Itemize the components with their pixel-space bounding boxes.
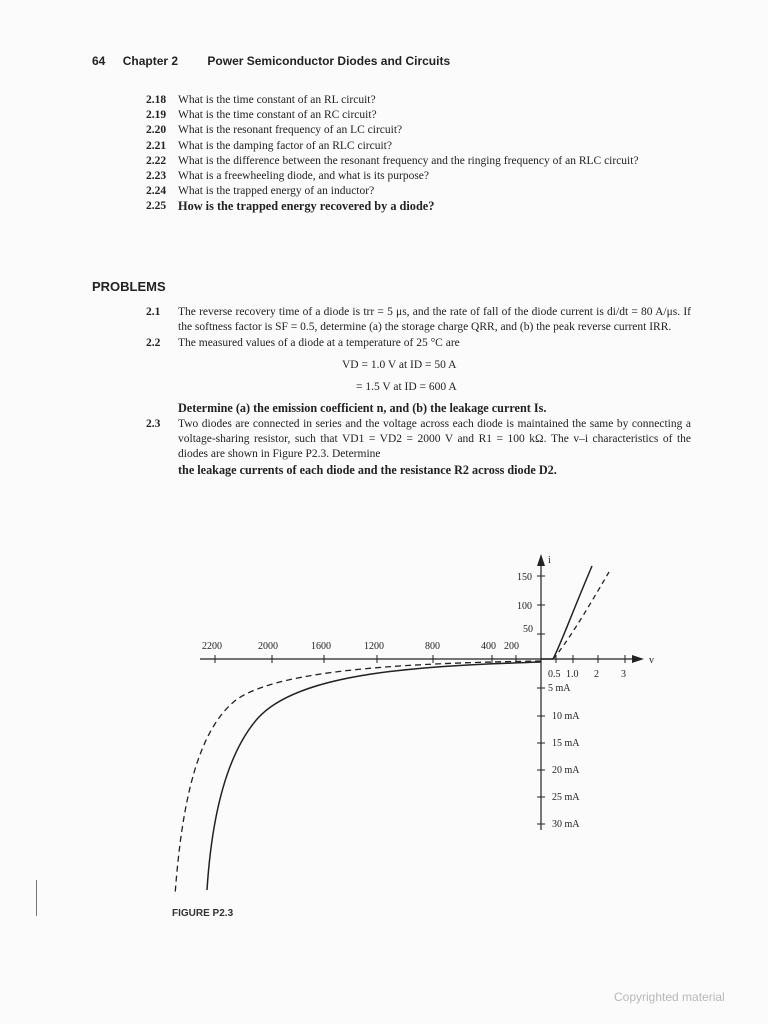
tick-label: 1600: [311, 641, 331, 652]
problem-number: 2.1: [146, 306, 161, 318]
tick-label: 25 mA: [552, 792, 580, 803]
tick-label: 400: [481, 641, 496, 652]
problem-continuation: the leakage currents of each diode and the resistance R2 across diode D2.: [178, 462, 557, 477]
question-text: What is the difference between the resonant frequency and the ringing frequency of an RLC circuit?: [178, 154, 639, 167]
question-number: 2.24: [146, 185, 167, 198]
tick-label: 5 mA: [548, 683, 571, 694]
question-text: What is a freewheeling diode, and what is its purpose?: [178, 170, 430, 183]
tick-label: 1.0: [566, 669, 579, 680]
question-number: 2.25: [146, 200, 167, 213]
question-number: 2.18: [146, 94, 167, 106]
tick-label: 1200: [364, 641, 384, 652]
question-number: 2.23: [146, 170, 167, 183]
i-axis-arrow-icon: [537, 554, 545, 566]
tick-label: 150: [517, 572, 532, 583]
problems-heading: PROBLEMS: [92, 279, 166, 294]
copyright-watermark: Copyrighted material: [614, 990, 725, 1004]
v-axis-arrow-icon: [632, 655, 644, 663]
tick-label: 15 mA: [552, 738, 580, 749]
question-text: What is the resonant frequency of an LC circuit?: [178, 124, 403, 137]
question-number: 2.22: [146, 154, 167, 167]
diode-2-forward-curve: [553, 572, 609, 659]
question-number: 2.19: [146, 109, 167, 122]
i-axis-label: i: [548, 555, 551, 566]
neg-i-ticks: [537, 683, 580, 830]
diode-2-reverse-curve: [175, 661, 541, 895]
tick-label: 2000: [258, 641, 278, 652]
tick-label: 200: [504, 641, 519, 652]
question-number: 2.21: [146, 139, 167, 152]
tick-label: 2: [594, 669, 599, 680]
tick-label: 20 mA: [552, 765, 580, 776]
tick-label: 0.5: [548, 669, 561, 680]
v-axis-label: v: [649, 655, 654, 666]
chapter-title: Power Semiconductor Diodes and Circuits: [207, 54, 451, 68]
tick-label: 2200: [202, 641, 222, 652]
page-number: 64: [92, 54, 106, 68]
equation-line: VD = 1.0 V at ID = 50 A: [342, 359, 457, 372]
problem-text: The reverse recovery time of a diode is trr = 5 μs, and the rate of fall of the diode current is di/dt = 80 A/μs. If the softness factor is SF = 0.5, determine (a) the storage charge QRR, and (b) the peak reverse current IRR.: [178, 306, 691, 334]
problem-number: 2.2: [146, 336, 161, 349]
chapter-label: Chapter 2: [122, 54, 179, 68]
neg-v-ticks: [202, 641, 519, 663]
equation-line: = 1.5 V at ID = 600 A: [356, 381, 457, 394]
question-text: What is the damping factor of an RLC circuit?: [178, 139, 392, 152]
tick-label: 10 mA: [552, 711, 580, 722]
tick-label: 50: [523, 624, 533, 635]
question-text: How is the trapped energy recovered by a diode?: [178, 199, 435, 214]
tick-label: 30 mA: [552, 819, 580, 830]
problem-text: Two diodes are connected in series and the voltage across each diode is maintained the same by connecting a voltage-sharing resistor, such that VD1 = VD2 = 2000 V and R1 = 100 kΩ. The v–i characteristics of the diodes are shown in Figure P2.3. Determine: [178, 417, 691, 461]
question-text: What is the trapped energy of an inductor?: [178, 185, 375, 198]
tick-label: 800: [425, 641, 440, 652]
diode-1-reverse-curve: [207, 662, 541, 890]
question-number: 2.20: [146, 124, 167, 137]
tick-label: 100: [517, 601, 532, 612]
figure-caption: FIGURE P2.3: [172, 908, 234, 919]
question-text: What is the time constant of an RC circuit?: [178, 109, 377, 122]
problem-continuation: Determine (a) the emission coefficient n, and (b) the leakage current Is.: [178, 401, 547, 416]
problem-number: 2.3: [146, 417, 161, 430]
problem-text: The measured values of a diode at a temperature of 25 °C are: [178, 336, 460, 349]
question-text: What is the time constant of an RL circuit?: [178, 94, 376, 106]
tick-label: 3: [621, 669, 626, 680]
margin-mark: [36, 880, 37, 916]
